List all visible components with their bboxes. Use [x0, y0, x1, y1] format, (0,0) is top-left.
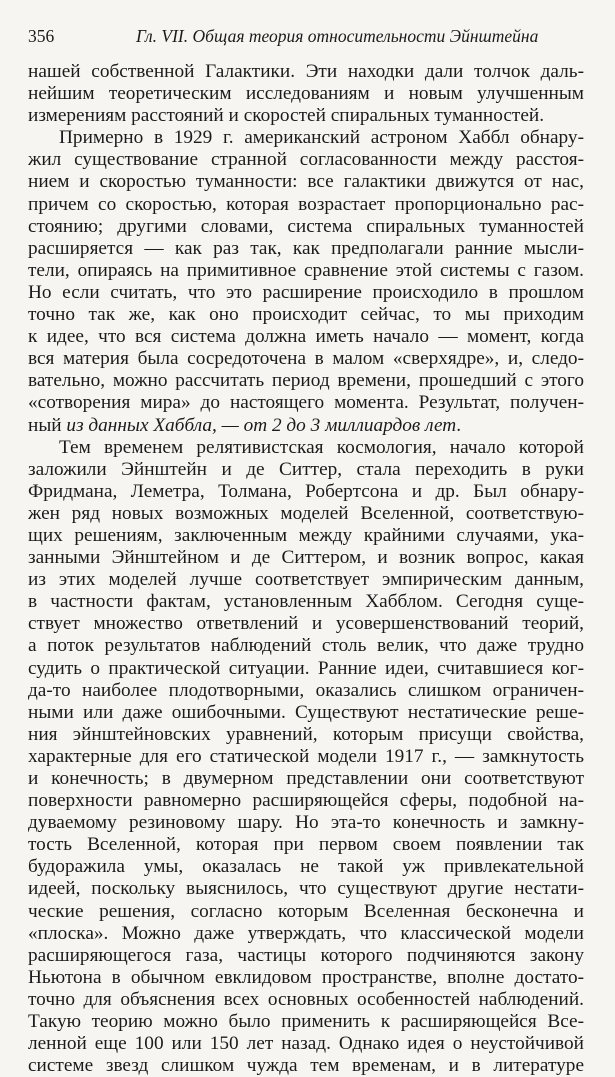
- text-line: вся материя была сосредоточена в малом «сверхядре», и, следо-: [28, 348, 584, 370]
- text-line: Такую теорию можно было применить к расширяющейся Все-: [28, 1011, 584, 1033]
- text-line: Но если считать, что это расширение происходило в прошлом: [28, 281, 584, 303]
- text-line: жил существование странной согласованности между расстоя-: [28, 149, 584, 171]
- text-line: тость Вселенной, которая при первом своем появлении так: [28, 834, 584, 856]
- text-line: характерные для его статической модели 1917 г., — замкнутость: [28, 745, 584, 767]
- text-line: да-то наиболее плодотворными, оказались слишком ограничен-: [28, 679, 584, 701]
- text-line: ствует множество ответвлений и усовершенствований теорий,: [28, 613, 584, 635]
- text-line: измерениям расстояний и скоростей спиральных туманностей.: [28, 105, 545, 127]
- text-line: стоянию; другими словами, система спиральных туманностей: [28, 215, 584, 237]
- text-line: дуваемому резиновому шару. Но эта-то конечность и замкну-: [28, 812, 584, 834]
- text-line: а поток результатов наблюдений столь велик, что даже трудно: [28, 635, 584, 657]
- text-line: к идее, что вся система должна иметь начало — момент, когда: [28, 326, 584, 348]
- text-line: ческие решения, согласно которым Вселенная бесконечна и: [28, 900, 584, 922]
- text-line: ный из данных Хаббла, — от 2 до 3 миллиардов лет.: [28, 414, 462, 436]
- text-line: в частности фактам, установленным Хабблом. Сегодня суще-: [28, 591, 584, 613]
- paragraph-start-line: Примерно в 1929 г. американский астроном Хаббл обнару-: [59, 127, 584, 149]
- text-line: заложили Эйнштейн и де Ситтер, стала переходить в руки: [28, 458, 584, 480]
- text-line: системе звезд слишком чужда тем временам, и в литературе: [28, 1055, 584, 1077]
- text-line: точно так же, как оно происходит сейчас, то мы приходим: [28, 304, 584, 326]
- text-line: «плоска». Можно даже утверждать, что классической модели: [28, 922, 584, 944]
- body-text: [28, 61, 584, 1077]
- text-line: «сотворения мира» до настоящего момента. Результат, получен-: [28, 392, 584, 414]
- text-line: идеей, поскольку выяснилось, что существуют другие нестати-: [28, 878, 584, 900]
- text-line: щих решениям, заключенным между крайними случаями, ука-: [28, 524, 584, 546]
- paragraph-start-line: Тем временем релятивистская космология, начало которой: [59, 436, 584, 458]
- text-line: и конечность; в двумерном представлении они соответствуют: [28, 768, 584, 789]
- text-line: судить о практической ситуации. Ранние идеи, считавшиеся ког-: [28, 657, 584, 679]
- text-line: ленной еще 100 или 150 лет назад. Однако идея о неустойчивой: [28, 1033, 584, 1055]
- page-header: [28, 26, 585, 50]
- text-line: из этих моделей лучше соответствует эмпирическим данным,: [28, 569, 584, 591]
- text-line: расширяется — как раз так, как предполагали ранние мысли-: [28, 237, 584, 259]
- text-line: поверхности равномерно расширяющейся сферы, подобной на-: [28, 790, 584, 812]
- text-line: точно для объяснения всех основных особенностей наблюдений.: [28, 988, 584, 1010]
- text-line: жен ряд новых возможных моделей Вселенной, соответствую-: [28, 502, 584, 524]
- text-line: ния эйнштейновских уравнений, которым присущи свойства,: [28, 723, 584, 745]
- text-line: Ньютона в обычном евклидовом пространстве, вполне достато-: [28, 966, 584, 988]
- text-line: причем со скоростью, которая возрастает пропорционально рас-: [28, 193, 584, 215]
- running-title: Гл. VII. Общая теория относительности Эйнштейна: [136, 26, 539, 46]
- text-line: ными или даже ошибочными. Существуют нестатические реше-: [28, 701, 584, 723]
- text-line: будоражила умы, оказалась не такой уж привлекательной: [28, 856, 584, 878]
- text-line: вательно, можно рассчитать период времени, прошедший с этого: [28, 370, 584, 392]
- text-line: нашей собственной Галактики. Эти находки дали толчок даль-: [28, 61, 584, 82]
- text-line: нием и скоростью туманности: все галактики движутся от нас,: [28, 171, 584, 193]
- text-line: тели, опираясь на примитивное сравнение этой системы с газом.: [28, 259, 584, 281]
- text-line: расширяющегося газа, частицы которого подчиняются закону: [28, 944, 584, 966]
- text-line: Фридмана, Леметра, Толмана, Робертсона и др. Был обнару-: [28, 480, 584, 502]
- text-line: нейшим теоретическим исследованиям и новым улучшенным: [28, 83, 584, 105]
- text-line: занными Эйнштейном и де Ситтером, и возник вопрос, какая: [28, 547, 584, 569]
- page-number: 356: [28, 26, 55, 46]
